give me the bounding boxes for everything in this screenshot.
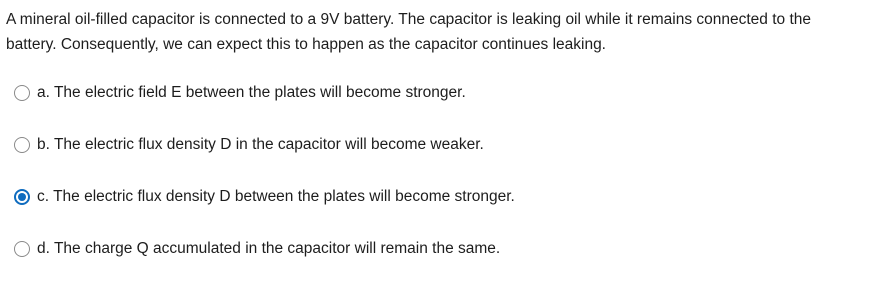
option-c-label[interactable] — [37, 184, 515, 209]
option-b-text: The electric flux density D in the capacitor will become weaker. — [53, 136, 484, 153]
radio-button-b[interactable] — [14, 137, 30, 153]
option-d-text: The charge Q accumulated in the capacitor will remain the same. — [53, 240, 501, 257]
option-d-label[interactable] — [37, 236, 500, 261]
radio-button-d[interactable] — [14, 241, 30, 257]
question-text: A mineral oil-filled capacitor is connected to a 9V battery. The capacitor is leaking oil while it remains connected to the battery. Consequently, we can expect this to happen as the capacitor continues leaking. — [6, 11, 811, 53]
option-a-letter: a. — [37, 84, 50, 101]
option-a[interactable] — [14, 80, 854, 132]
option-d[interactable] — [14, 236, 854, 288]
option-d-letter: d. — [37, 240, 50, 257]
option-a-label[interactable] — [37, 80, 466, 105]
option-b[interactable] — [14, 132, 854, 184]
answer-options — [14, 80, 854, 288]
option-b-letter: b. — [37, 136, 50, 153]
option-c-text: The electric flux density D between the plates will become stronger. — [53, 188, 515, 205]
radio-button-c[interactable] — [14, 189, 30, 205]
option-a-text: The electric field E between the plates will become stronger. — [53, 84, 466, 101]
option-b-label[interactable] — [37, 132, 484, 157]
radio-button-a[interactable] — [14, 85, 30, 101]
option-c-letter: c. — [37, 188, 50, 205]
option-c[interactable] — [14, 184, 854, 236]
